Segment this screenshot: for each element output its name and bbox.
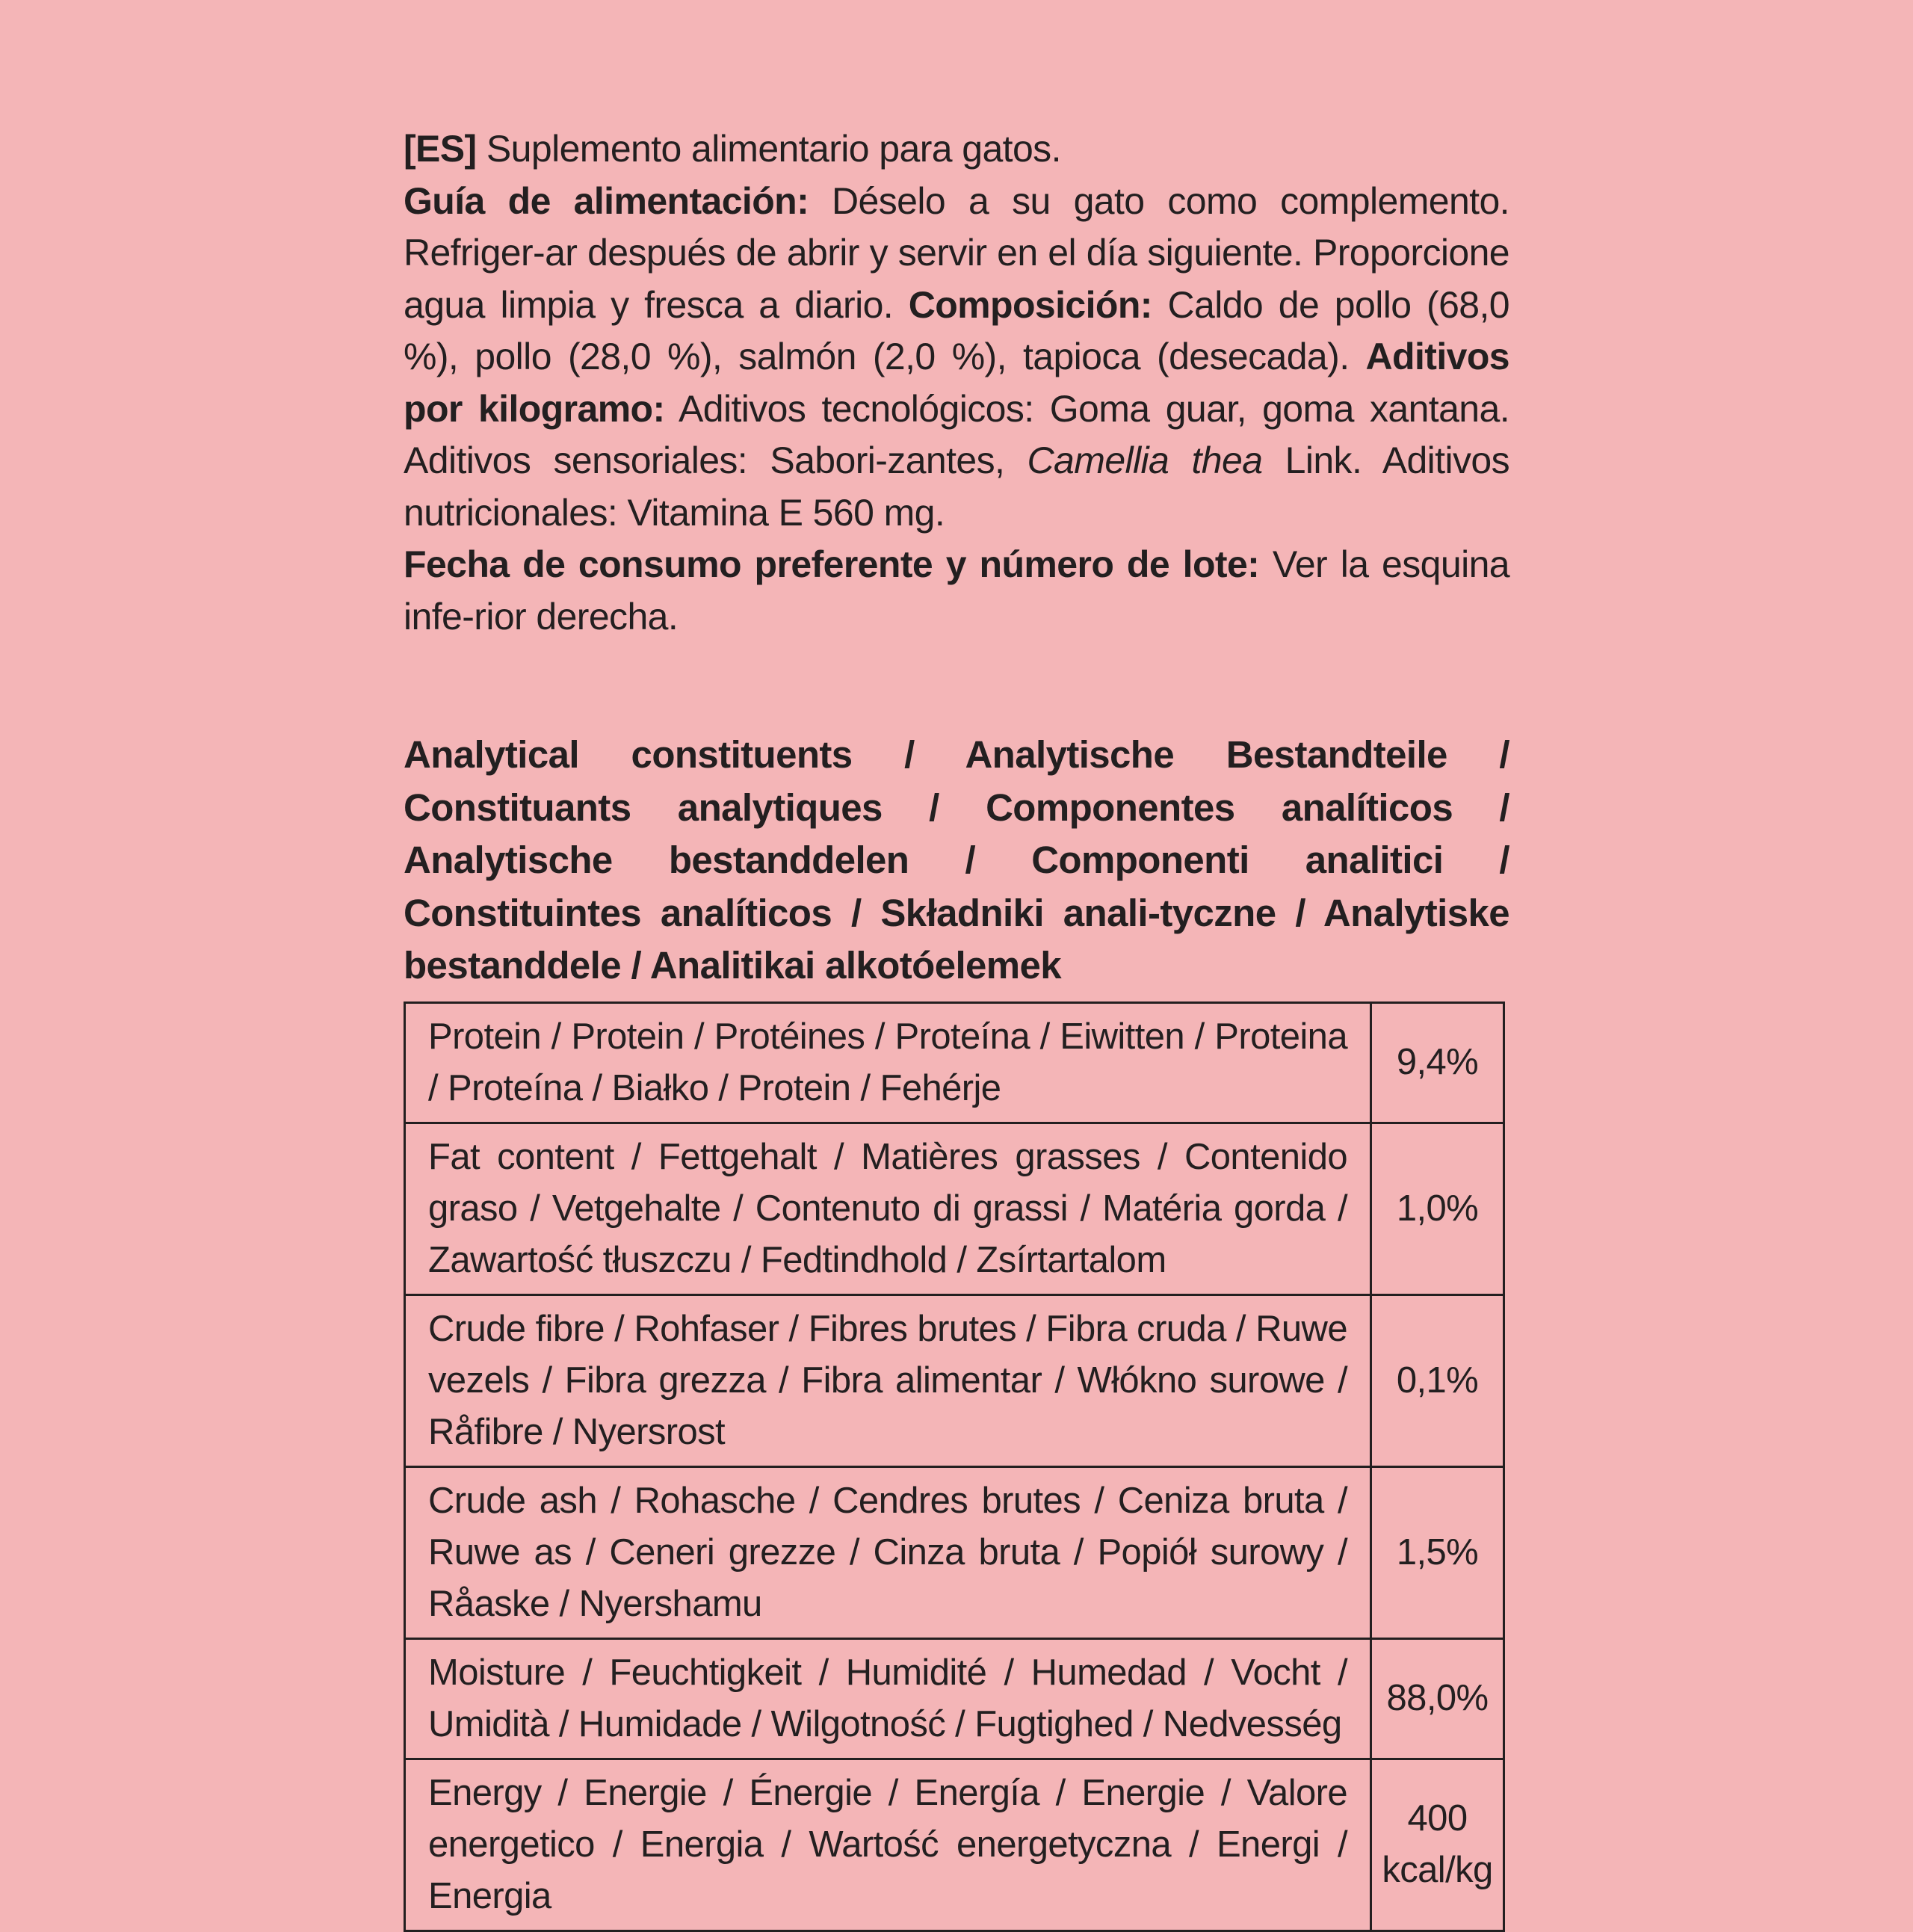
best-before-label: Fecha de consumo preferente y número de lote: [404,543,1260,585]
additives-text-end: Link. Aditivos nutricionales: Vitamina E 560 mg. [404,439,1509,534]
table-row [405,1002,1504,1123]
constituent-name: Crude ash / Rohasche / Cendres brutes / Ceniza bruta / Ruwe as / Ceneri grezze / Cinza bruta / Popiół surowy / Råaske / Nyershamu [405,1466,1371,1638]
constituent-name: Energy / Energie / Énergie / Energía / Energie / Valore energetico / Energia / Wartość energetyczna / Energi / Energia [405,1759,1371,1931]
table-row [405,1759,1504,1931]
table-row [405,1294,1504,1466]
additives-text: Aditivos tecnológicos: Goma guar, goma xantana. Aditivos sensoriales: Sabori-zantes, [404,387,1510,481]
constituent-value [1371,1759,1504,1931]
language-tag: [ES] [404,128,477,170]
composition-label: Composición: [908,283,1152,326]
analytical-table [404,1002,1505,1932]
constituent-name: Crude fibre / Rohfaser / Fibres brutes / Fibra cruda / Ruwe vezels / Fibra grezza / Fibra alimentar / Włókno surowe / Råfibre / Nyersrost [405,1294,1371,1466]
best-before-text: Ver la esquina infe-rior derecha. [404,543,1509,638]
table-row [405,1123,1504,1294]
feeding-guide-label: Guía de alimentación: [404,179,809,222]
energy-value-number: 400 [1407,1798,1468,1839]
constituent-name: Protein / Protein / Protéines / Proteína / Eiwitten / Proteina / Proteína / Białko / Protein / Fehérje [405,1002,1371,1123]
table-row [405,1638,1504,1759]
feeding-guide-text: Déselo a su gato como complemento. Refriger-ar después de abrir y servir en el día siguiente. Proporcione agua limpia y fresca a diario. [404,179,1509,326]
constituent-value: 1,5% [1371,1466,1504,1638]
constituent-value: 88,0% [1371,1638,1504,1759]
supplement-text: Suplemento alimentario para gatos. [476,128,1061,170]
intro-paragraph [404,123,1509,643]
constituent-value: 9,4% [1371,1002,1504,1123]
table-row [405,1466,1504,1638]
additives-species: Camellia thea [1027,439,1263,481]
constituent-name: Moisture / Feuchtigkeit / Humidité / Humedad / Vocht / Umidità / Humidade / Wilgotność / Fugtighed / Nedvesség [405,1638,1371,1759]
constituent-value: 1,0% [1371,1123,1504,1294]
composition-text: Caldo de pollo (68,0 %), pollo (28,0 %), salmón (2,0 %), tapioca (desecada). [404,283,1510,377]
constituent-name: Fat content / Fettgehalt / Matières grasses / Contenido graso / Vetgehalte / Contenuto di grassi / Matéria gorda / Zawartość tłuszczu / Fedtindhold / Zsírtartalom [405,1123,1371,1294]
energy-value-unit: kcal/kg [1382,1850,1493,1890]
constituent-value: 0,1% [1371,1294,1504,1466]
product-label [404,123,1509,1932]
additives-label: Aditivos por kilogramo: [404,336,1509,430]
analytical-heading: Analytical constituents / Analytische Bestandteile / Constituants analytiques / Componentes analíticos / Analytische bestanddelen / Componenti analitici / Constituintes analíticos / Składniki anali-tyczne / Analytiske bestanddele / Analitikai alkotóelemek [404,733,1509,987]
